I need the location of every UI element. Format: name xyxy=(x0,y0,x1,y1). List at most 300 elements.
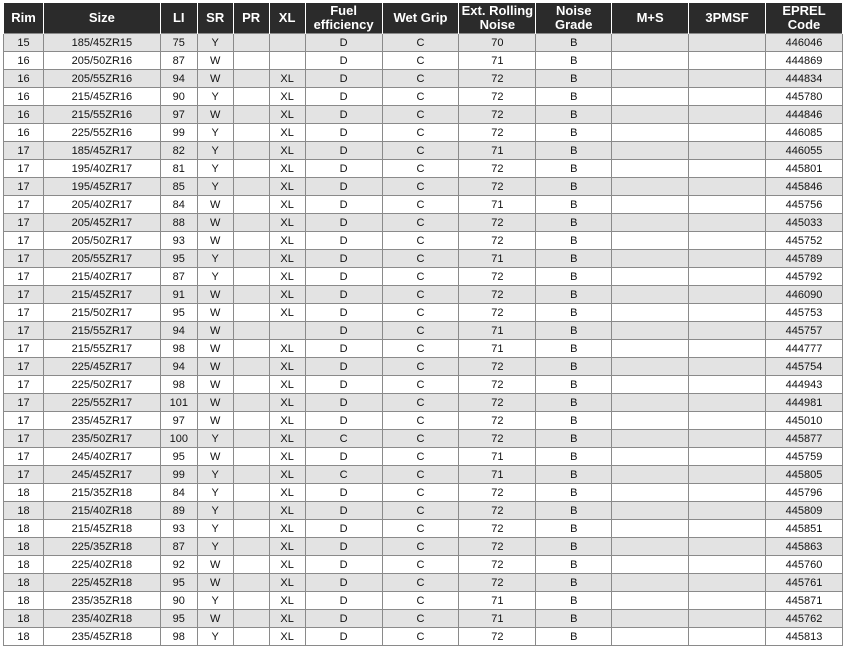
cell-rolling-noise: 71 xyxy=(459,52,536,70)
cell-rim: 17 xyxy=(4,340,44,358)
cell-size: 205/50ZR16 xyxy=(43,52,160,70)
cell-eprel-code: 445809 xyxy=(765,502,842,520)
cell-rolling-noise: 72 xyxy=(459,232,536,250)
cell-mud-snow xyxy=(612,556,689,574)
cell-3pmsf xyxy=(689,70,766,88)
cell-3pmsf xyxy=(689,340,766,358)
cell-ply-rating xyxy=(233,70,269,88)
cell-wet-grip: C xyxy=(382,34,459,52)
cell-mud-snow xyxy=(612,232,689,250)
cell-fuel-efficiency: D xyxy=(305,610,382,628)
cell-mud-snow xyxy=(612,466,689,484)
table-row xyxy=(4,322,843,340)
cell-xl: XL xyxy=(269,88,305,106)
cell-3pmsf xyxy=(689,124,766,142)
cell-rim: 18 xyxy=(4,556,44,574)
cell-fuel-efficiency: D xyxy=(305,448,382,466)
cell-xl: XL xyxy=(269,430,305,448)
cell-3pmsf xyxy=(689,448,766,466)
table-row xyxy=(4,610,843,628)
cell-3pmsf xyxy=(689,556,766,574)
cell-eprel-code: 445792 xyxy=(765,268,842,286)
cell-noise-grade: B xyxy=(536,286,612,304)
cell-mud-snow xyxy=(612,538,689,556)
cell-xl: XL xyxy=(269,304,305,322)
cell-mud-snow xyxy=(612,610,689,628)
cell-eprel-code: 446055 xyxy=(765,142,842,160)
cell-3pmsf xyxy=(689,232,766,250)
cell-noise-grade: B xyxy=(536,574,612,592)
cell-3pmsf xyxy=(689,52,766,70)
cell-xl: XL xyxy=(269,214,305,232)
cell-3pmsf xyxy=(689,268,766,286)
cell-ply-rating xyxy=(233,520,269,538)
cell-eprel-code: 445796 xyxy=(765,484,842,502)
cell-xl: XL xyxy=(269,466,305,484)
cell-rim: 17 xyxy=(4,268,44,286)
header-rolling-noise: Ext. Rolling Noise xyxy=(459,3,536,34)
cell-rolling-noise: 72 xyxy=(459,106,536,124)
cell-rim: 17 xyxy=(4,250,44,268)
cell-rolling-noise: 72 xyxy=(459,628,536,646)
cell-fuel-efficiency: D xyxy=(305,268,382,286)
cell-eprel-code: 445762 xyxy=(765,610,842,628)
cell-mud-snow xyxy=(612,52,689,70)
cell-wet-grip: C xyxy=(382,574,459,592)
cell-speed-rating: Y xyxy=(197,178,233,196)
cell-3pmsf xyxy=(689,250,766,268)
cell-ply-rating xyxy=(233,484,269,502)
cell-fuel-efficiency: D xyxy=(305,160,382,178)
cell-load-index: 95 xyxy=(160,610,197,628)
cell-xl: XL xyxy=(269,196,305,214)
cell-wet-grip: C xyxy=(382,340,459,358)
cell-xl: XL xyxy=(269,520,305,538)
cell-3pmsf xyxy=(689,502,766,520)
cell-speed-rating: Y xyxy=(197,142,233,160)
cell-speed-rating: Y xyxy=(197,466,233,484)
cell-mud-snow xyxy=(612,394,689,412)
cell-noise-grade: B xyxy=(536,160,612,178)
cell-size: 215/45ZR17 xyxy=(43,286,160,304)
cell-mud-snow xyxy=(612,502,689,520)
cell-rim: 17 xyxy=(4,196,44,214)
cell-size: 225/40ZR18 xyxy=(43,556,160,574)
cell-speed-rating: W xyxy=(197,340,233,358)
cell-3pmsf xyxy=(689,628,766,646)
cell-eprel-code: 445851 xyxy=(765,520,842,538)
cell-rolling-noise: 72 xyxy=(459,502,536,520)
cell-3pmsf xyxy=(689,358,766,376)
header-row xyxy=(4,3,843,34)
cell-speed-rating: Y xyxy=(197,88,233,106)
cell-noise-grade: B xyxy=(536,358,612,376)
table-row xyxy=(4,304,843,322)
cell-3pmsf xyxy=(689,484,766,502)
cell-mud-snow xyxy=(612,628,689,646)
cell-speed-rating: W xyxy=(197,412,233,430)
cell-eprel-code: 445752 xyxy=(765,232,842,250)
cell-speed-rating: W xyxy=(197,70,233,88)
cell-noise-grade: B xyxy=(536,268,612,286)
cell-speed-rating: Y xyxy=(197,592,233,610)
cell-ply-rating xyxy=(233,196,269,214)
table-row xyxy=(4,196,843,214)
cell-size: 235/40ZR18 xyxy=(43,610,160,628)
cell-rolling-noise: 71 xyxy=(459,250,536,268)
cell-rim: 18 xyxy=(4,628,44,646)
cell-rim: 17 xyxy=(4,358,44,376)
cell-3pmsf xyxy=(689,304,766,322)
cell-load-index: 93 xyxy=(160,232,197,250)
cell-3pmsf xyxy=(689,88,766,106)
cell-mud-snow xyxy=(612,484,689,502)
header-fuel-efficiency: Fuel efficiency xyxy=(305,3,382,34)
cell-fuel-efficiency: D xyxy=(305,52,382,70)
cell-ply-rating xyxy=(233,358,269,376)
cell-rim: 16 xyxy=(4,124,44,142)
cell-eprel-code: 444869 xyxy=(765,52,842,70)
cell-eprel-code: 445761 xyxy=(765,574,842,592)
cell-eprel-code: 445813 xyxy=(765,628,842,646)
cell-eprel-code: 444834 xyxy=(765,70,842,88)
cell-noise-grade: B xyxy=(536,124,612,142)
cell-rim: 17 xyxy=(4,466,44,484)
cell-rolling-noise: 72 xyxy=(459,376,536,394)
cell-eprel-code: 445760 xyxy=(765,556,842,574)
table-body xyxy=(4,34,843,646)
cell-wet-grip: C xyxy=(382,556,459,574)
cell-wet-grip: C xyxy=(382,592,459,610)
cell-xl: XL xyxy=(269,340,305,358)
cell-ply-rating xyxy=(233,286,269,304)
cell-load-index: 94 xyxy=(160,322,197,340)
cell-size: 215/50ZR17 xyxy=(43,304,160,322)
cell-xl: XL xyxy=(269,250,305,268)
cell-fuel-efficiency: D xyxy=(305,178,382,196)
cell-ply-rating xyxy=(233,322,269,340)
cell-xl: XL xyxy=(269,178,305,196)
cell-ply-rating xyxy=(233,250,269,268)
cell-noise-grade: B xyxy=(536,448,612,466)
cell-noise-grade: B xyxy=(536,214,612,232)
table-row xyxy=(4,466,843,484)
cell-xl: XL xyxy=(269,358,305,376)
table-row xyxy=(4,160,843,178)
cell-noise-grade: B xyxy=(536,88,612,106)
cell-rolling-noise: 72 xyxy=(459,538,536,556)
tyre-spec-table xyxy=(3,3,843,646)
cell-mud-snow xyxy=(612,268,689,286)
cell-3pmsf xyxy=(689,214,766,232)
cell-load-index: 90 xyxy=(160,592,197,610)
cell-load-index: 82 xyxy=(160,142,197,160)
cell-size: 205/55ZR17 xyxy=(43,250,160,268)
table-row xyxy=(4,448,843,466)
cell-ply-rating xyxy=(233,214,269,232)
cell-fuel-efficiency: D xyxy=(305,124,382,142)
cell-fuel-efficiency: D xyxy=(305,232,382,250)
cell-rolling-noise: 72 xyxy=(459,286,536,304)
cell-speed-rating: Y xyxy=(197,250,233,268)
cell-load-index: 97 xyxy=(160,106,197,124)
cell-ply-rating xyxy=(233,304,269,322)
table-row xyxy=(4,592,843,610)
cell-speed-rating: W xyxy=(197,196,233,214)
cell-noise-grade: B xyxy=(536,430,612,448)
cell-mud-snow xyxy=(612,358,689,376)
table-row xyxy=(4,124,843,142)
cell-load-index: 98 xyxy=(160,376,197,394)
cell-xl: XL xyxy=(269,232,305,250)
cell-speed-rating: Y xyxy=(197,34,233,52)
cell-eprel-code: 445010 xyxy=(765,412,842,430)
cell-xl xyxy=(269,52,305,70)
cell-noise-grade: B xyxy=(536,556,612,574)
cell-3pmsf xyxy=(689,394,766,412)
cell-wet-grip: C xyxy=(382,322,459,340)
table-row xyxy=(4,52,843,70)
cell-size: 225/45ZR18 xyxy=(43,574,160,592)
cell-load-index: 97 xyxy=(160,412,197,430)
cell-wet-grip: C xyxy=(382,412,459,430)
cell-load-index: 75 xyxy=(160,34,197,52)
cell-speed-rating: W xyxy=(197,394,233,412)
cell-mud-snow xyxy=(612,34,689,52)
cell-rim: 17 xyxy=(4,214,44,232)
cell-mud-snow xyxy=(612,106,689,124)
cell-fuel-efficiency: D xyxy=(305,592,382,610)
cell-3pmsf xyxy=(689,520,766,538)
cell-noise-grade: B xyxy=(536,340,612,358)
cell-ply-rating xyxy=(233,592,269,610)
cell-ply-rating xyxy=(233,556,269,574)
cell-speed-rating: Y xyxy=(197,538,233,556)
cell-load-index: 95 xyxy=(160,250,197,268)
cell-load-index: 94 xyxy=(160,358,197,376)
cell-size: 225/35ZR18 xyxy=(43,538,160,556)
cell-speed-rating: W xyxy=(197,232,233,250)
cell-load-index: 84 xyxy=(160,484,197,502)
cell-speed-rating: W xyxy=(197,610,233,628)
cell-noise-grade: B xyxy=(536,412,612,430)
cell-rim: 17 xyxy=(4,322,44,340)
cell-fuel-efficiency: D xyxy=(305,304,382,322)
cell-fuel-efficiency: D xyxy=(305,88,382,106)
table-row xyxy=(4,484,843,502)
cell-speed-rating: W xyxy=(197,286,233,304)
table-row xyxy=(4,142,843,160)
cell-fuel-efficiency: D xyxy=(305,484,382,502)
cell-mud-snow xyxy=(612,430,689,448)
cell-fuel-efficiency: D xyxy=(305,412,382,430)
cell-rim: 16 xyxy=(4,106,44,124)
cell-xl: XL xyxy=(269,286,305,304)
cell-rim: 17 xyxy=(4,160,44,178)
tyre-spec-table-wrapper xyxy=(3,3,843,646)
cell-size: 225/50ZR17 xyxy=(43,376,160,394)
cell-wet-grip: C xyxy=(382,628,459,646)
table-row xyxy=(4,574,843,592)
cell-rolling-noise: 70 xyxy=(459,34,536,52)
cell-size: 215/35ZR18 xyxy=(43,484,160,502)
cell-speed-rating: W xyxy=(197,304,233,322)
cell-eprel-code: 445863 xyxy=(765,538,842,556)
cell-load-index: 101 xyxy=(160,394,197,412)
cell-noise-grade: B xyxy=(536,592,612,610)
cell-rim: 16 xyxy=(4,88,44,106)
cell-eprel-code: 444943 xyxy=(765,376,842,394)
table-row xyxy=(4,502,843,520)
cell-ply-rating xyxy=(233,430,269,448)
cell-size: 225/45ZR17 xyxy=(43,358,160,376)
cell-3pmsf xyxy=(689,142,766,160)
cell-eprel-code: 444777 xyxy=(765,340,842,358)
cell-rolling-noise: 72 xyxy=(459,430,536,448)
cell-mud-snow xyxy=(612,412,689,430)
cell-load-index: 89 xyxy=(160,502,197,520)
cell-size: 195/40ZR17 xyxy=(43,160,160,178)
table-row xyxy=(4,628,843,646)
cell-load-index: 98 xyxy=(160,340,197,358)
cell-noise-grade: B xyxy=(536,70,612,88)
cell-load-index: 99 xyxy=(160,124,197,142)
cell-noise-grade: B xyxy=(536,484,612,502)
table-row xyxy=(4,214,843,232)
cell-wet-grip: C xyxy=(382,160,459,178)
cell-noise-grade: B xyxy=(536,106,612,124)
cell-xl: XL xyxy=(269,502,305,520)
table-row xyxy=(4,286,843,304)
cell-ply-rating xyxy=(233,268,269,286)
cell-ply-rating xyxy=(233,448,269,466)
cell-3pmsf xyxy=(689,430,766,448)
table-row xyxy=(4,430,843,448)
cell-rim: 17 xyxy=(4,394,44,412)
cell-size: 205/40ZR17 xyxy=(43,196,160,214)
cell-load-index: 93 xyxy=(160,520,197,538)
cell-ply-rating xyxy=(233,502,269,520)
header-rim: Rim xyxy=(4,3,44,34)
cell-rolling-noise: 72 xyxy=(459,88,536,106)
cell-eprel-code: 445759 xyxy=(765,448,842,466)
cell-mud-snow xyxy=(612,286,689,304)
cell-fuel-efficiency: D xyxy=(305,322,382,340)
cell-speed-rating: Y xyxy=(197,484,233,502)
cell-fuel-efficiency: D xyxy=(305,358,382,376)
header-xl: XL xyxy=(269,3,305,34)
cell-load-index: 87 xyxy=(160,538,197,556)
cell-mud-snow xyxy=(612,322,689,340)
cell-wet-grip: C xyxy=(382,502,459,520)
cell-speed-rating: Y xyxy=(197,628,233,646)
cell-3pmsf xyxy=(689,322,766,340)
cell-eprel-code: 445871 xyxy=(765,592,842,610)
cell-eprel-code: 444981 xyxy=(765,394,842,412)
cell-speed-rating: W xyxy=(197,448,233,466)
cell-rolling-noise: 72 xyxy=(459,394,536,412)
cell-eprel-code: 445754 xyxy=(765,358,842,376)
cell-speed-rating: W xyxy=(197,358,233,376)
cell-3pmsf xyxy=(689,196,766,214)
cell-load-index: 94 xyxy=(160,70,197,88)
cell-rim: 18 xyxy=(4,502,44,520)
cell-noise-grade: B xyxy=(536,610,612,628)
cell-rolling-noise: 72 xyxy=(459,304,536,322)
cell-size: 215/55ZR17 xyxy=(43,322,160,340)
cell-ply-rating xyxy=(233,232,269,250)
cell-rim: 18 xyxy=(4,592,44,610)
table-row xyxy=(4,556,843,574)
cell-rim: 17 xyxy=(4,232,44,250)
cell-fuel-efficiency: D xyxy=(305,340,382,358)
cell-speed-rating: W xyxy=(197,214,233,232)
cell-rolling-noise: 72 xyxy=(459,160,536,178)
cell-fuel-efficiency: D xyxy=(305,214,382,232)
cell-noise-grade: B xyxy=(536,142,612,160)
cell-ply-rating xyxy=(233,106,269,124)
cell-fuel-efficiency: D xyxy=(305,556,382,574)
cell-load-index: 87 xyxy=(160,268,197,286)
cell-noise-grade: B xyxy=(536,322,612,340)
table-row xyxy=(4,412,843,430)
cell-wet-grip: C xyxy=(382,106,459,124)
cell-noise-grade: B xyxy=(536,250,612,268)
cell-load-index: 90 xyxy=(160,88,197,106)
cell-noise-grade: B xyxy=(536,34,612,52)
cell-size: 235/50ZR17 xyxy=(43,430,160,448)
cell-rim: 17 xyxy=(4,448,44,466)
cell-load-index: 98 xyxy=(160,628,197,646)
cell-load-index: 99 xyxy=(160,466,197,484)
table-row xyxy=(4,358,843,376)
cell-fuel-efficiency: C xyxy=(305,466,382,484)
cell-size: 215/40ZR17 xyxy=(43,268,160,286)
cell-3pmsf xyxy=(689,574,766,592)
cell-3pmsf xyxy=(689,412,766,430)
cell-rim: 18 xyxy=(4,520,44,538)
cell-rim: 18 xyxy=(4,538,44,556)
cell-speed-rating: Y xyxy=(197,520,233,538)
header-eprel-code: EPREL Code xyxy=(765,3,842,34)
cell-size: 235/45ZR17 xyxy=(43,412,160,430)
cell-wet-grip: C xyxy=(382,304,459,322)
cell-speed-rating: W xyxy=(197,322,233,340)
cell-speed-rating: W xyxy=(197,556,233,574)
cell-wet-grip: C xyxy=(382,448,459,466)
cell-fuel-efficiency: D xyxy=(305,286,382,304)
header-size: Size xyxy=(43,3,160,34)
cell-mud-snow xyxy=(612,574,689,592)
cell-mud-snow xyxy=(612,88,689,106)
cell-rim: 16 xyxy=(4,52,44,70)
cell-eprel-code: 445801 xyxy=(765,160,842,178)
cell-rim: 17 xyxy=(4,286,44,304)
cell-eprel-code: 446046 xyxy=(765,34,842,52)
table-row xyxy=(4,538,843,556)
cell-rim: 18 xyxy=(4,610,44,628)
cell-xl: XL xyxy=(269,610,305,628)
cell-speed-rating: Y xyxy=(197,268,233,286)
cell-rolling-noise: 72 xyxy=(459,484,536,502)
cell-rolling-noise: 72 xyxy=(459,520,536,538)
cell-xl: XL xyxy=(269,268,305,286)
cell-mud-snow xyxy=(612,124,689,142)
cell-fuel-efficiency: C xyxy=(305,430,382,448)
cell-wet-grip: C xyxy=(382,196,459,214)
header-load-index: LI xyxy=(160,3,197,34)
cell-load-index: 95 xyxy=(160,448,197,466)
